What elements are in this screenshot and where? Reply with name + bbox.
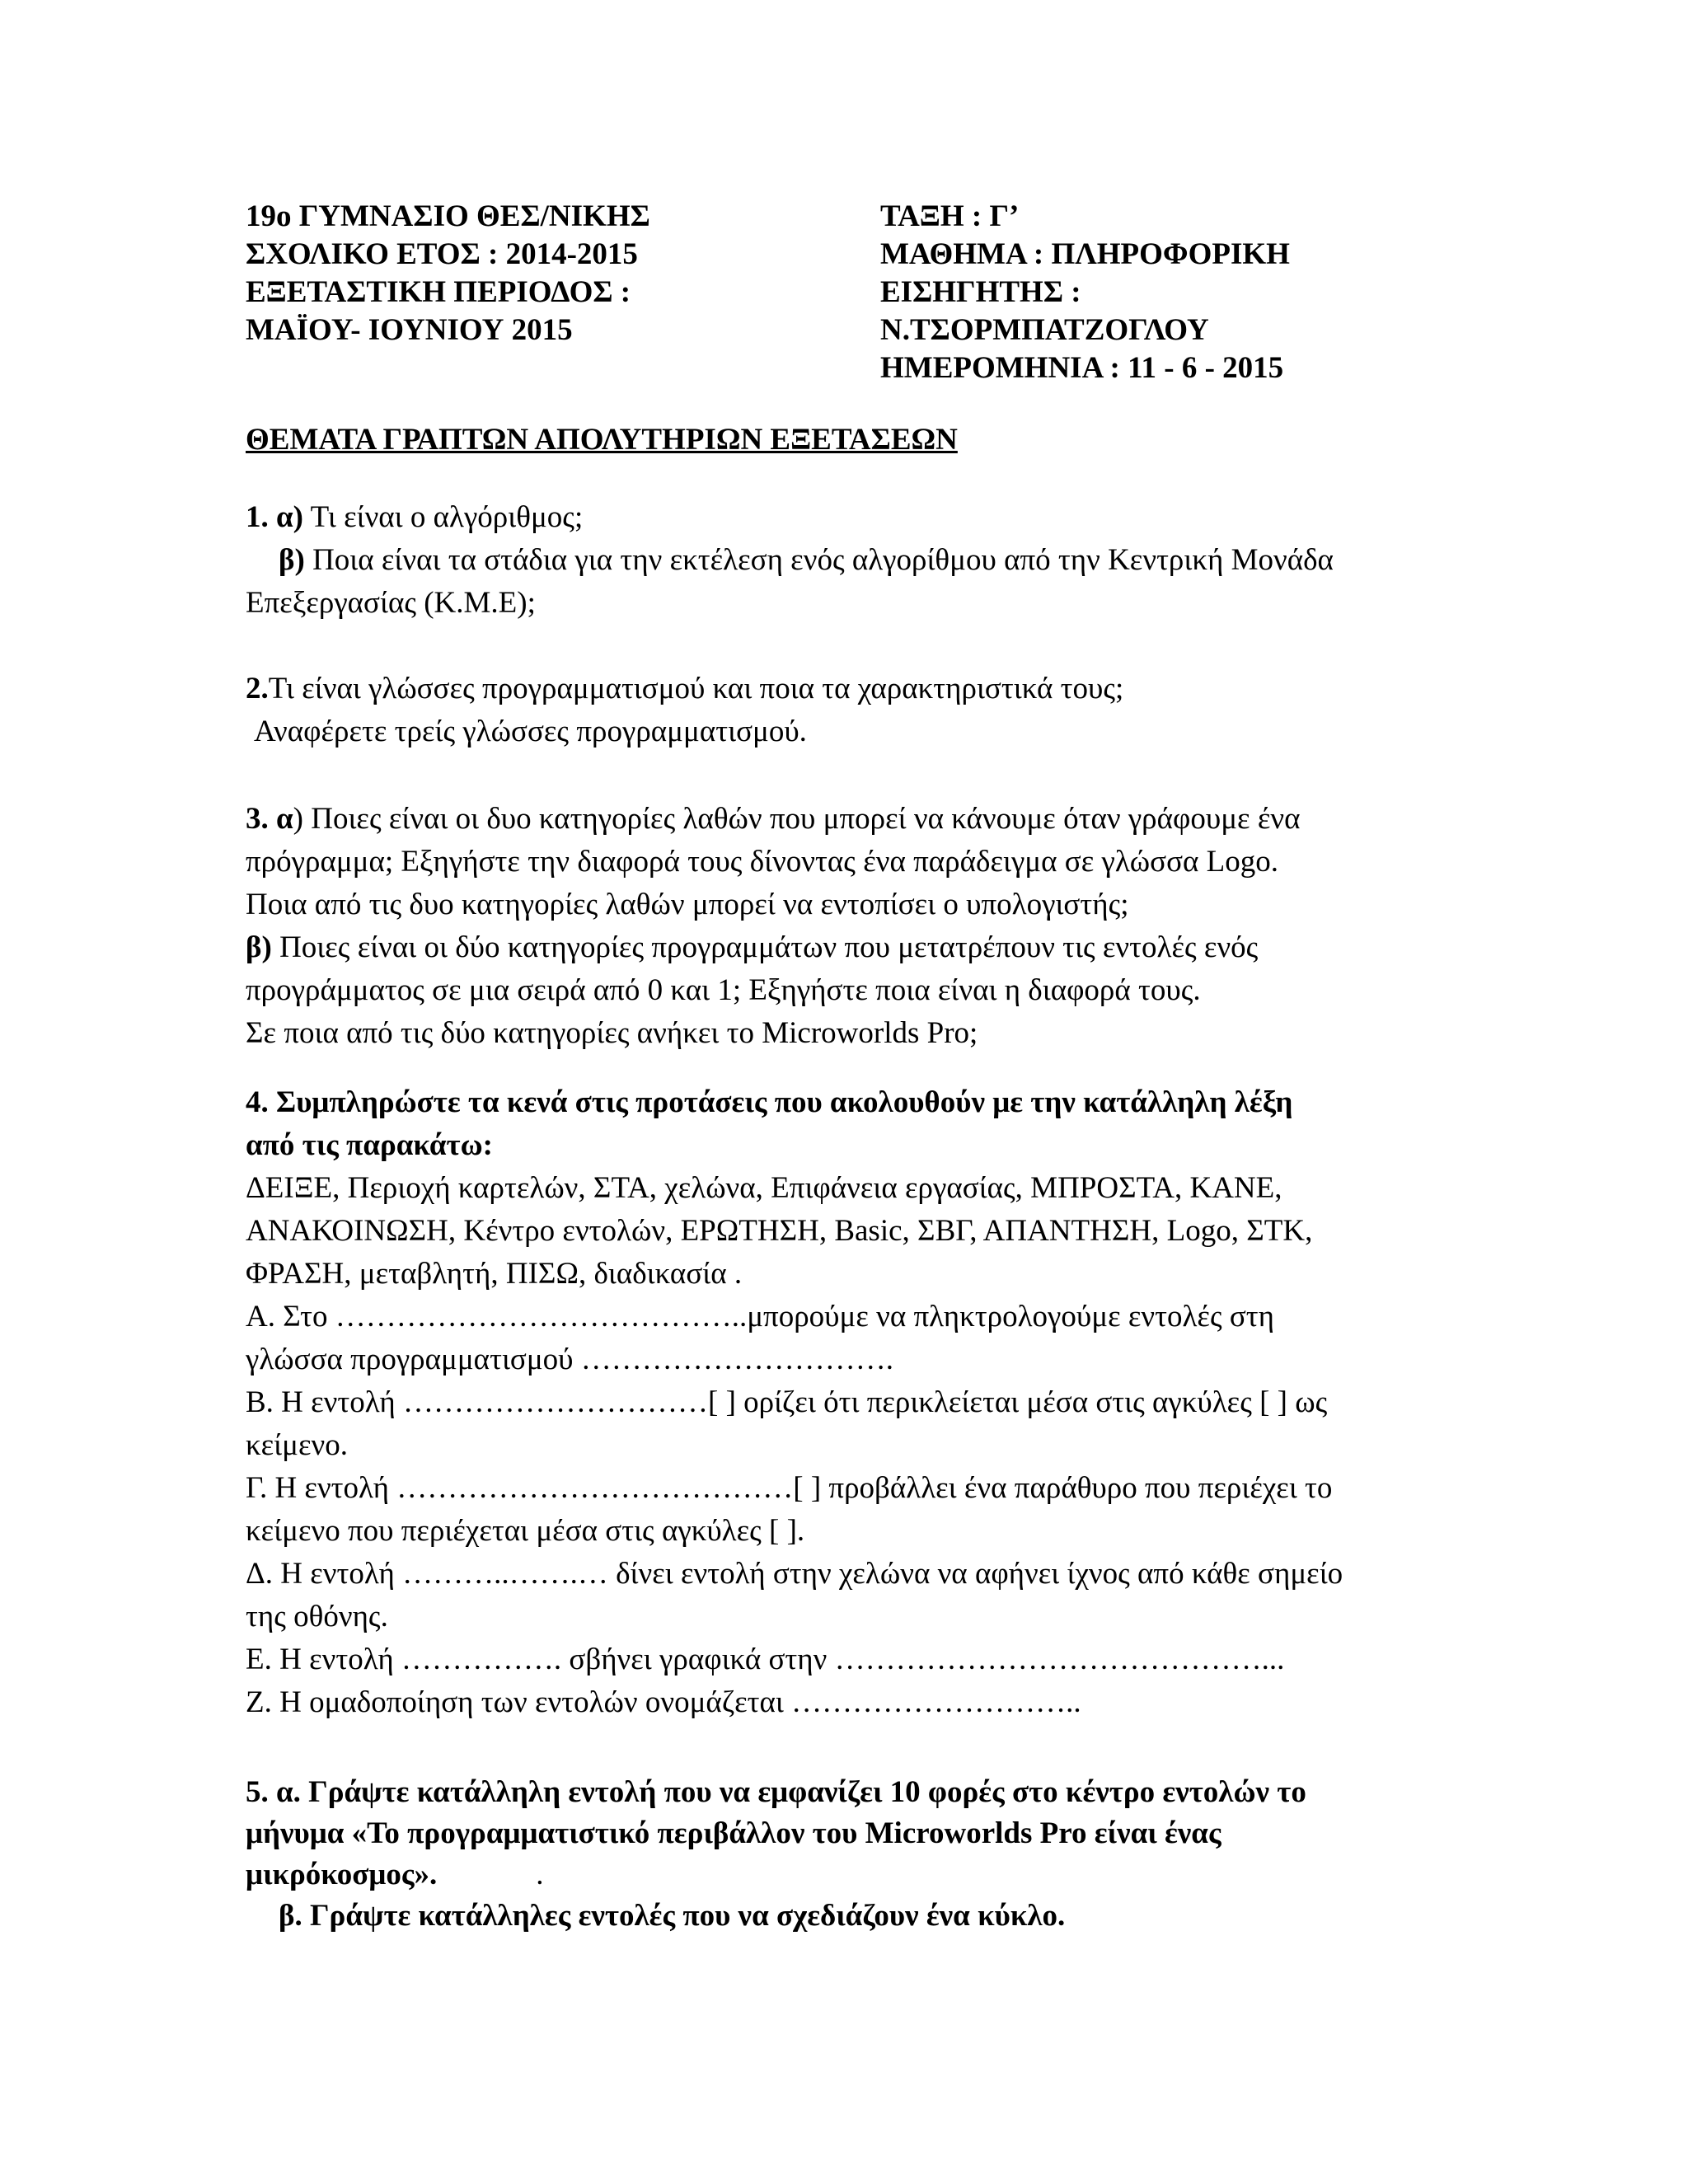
header-school-info <box>246 198 650 349</box>
question-3 <box>246 798 1432 1055</box>
question-5-b: β. Γράψτε κατάλληλες εντολές που να σχεδιάζουν ένα κύκλο. <box>279 1899 1066 1933</box>
fill-blank-line: κείμενο. <box>246 1428 348 1462</box>
question-4-heading-line-2: από τις παρακάτω: <box>246 1128 493 1162</box>
question-2-line-1 <box>246 668 1432 710</box>
exam-date: ΗΜΕΡΟΜΗΝΙΑ : 11 - 6 - 2015 <box>880 351 1284 385</box>
instructor-label: ΕΙΣΗΓΗΤΗΣ : <box>880 275 1081 309</box>
word-bank-line-2: ΑΝΑΚΟΙΝΩΣΗ, Κέντρο εντολών, ΕΡΩΤΗΣΗ, Basic, ΣΒΓ, ΑΠΑΝΤΗΣΗ, Logo, ΣΤΚ, <box>246 1214 1313 1248</box>
exam-period-value: ΜΑΪΟΥ- ΙΟΥΝΙΟΥ 2015 <box>246 313 573 347</box>
question-5 <box>246 1772 1432 1937</box>
course-subject: ΜΑΘΗΜΑ : ΠΛΗΡΟΦΟΡΙΚΗ <box>880 237 1290 271</box>
page-title: ΘΕΜΑΤΑ ΓΡΑΠΤΩΝ ΑΠΟΛΥΤΗΡΙΩΝ ΕΞΕΤΑΣΕΩΝ <box>246 423 958 457</box>
stray-dot: . <box>536 1858 544 1891</box>
question-text: μικρόκοσμος». <box>246 1858 438 1891</box>
question-1 <box>246 496 1432 625</box>
fill-blank-line: Δ. Η εντολή ………..…….… δίνει εντολή στην χελώνα να αφήνει ίχνος από κάθε σημείο <box>246 1557 1343 1591</box>
word-bank-line-1: ΔΕΙΞΕ, Περιοχή καρτελών, ΣΤΑ, χελώνα, Επιφάνεια εργασίας, ΜΠΡΟΣΤΑ, ΚΑΝΕ, <box>246 1171 1282 1205</box>
part-label: α) <box>276 500 303 534</box>
question-3-a-line-2: πρόγραμμα; Εξηγήστε την διαφορά τους δίνοντας ένα παράδειγμα σε γλώσσα Logo. <box>246 845 1279 879</box>
question-4-heading-line-1: 4. Συμπληρώστε τα κενά στις προτάσεις που ακολουθούν με την κατάλληλη λέξη <box>246 1085 1293 1119</box>
question-5-a-line-3 <box>246 1854 1432 1896</box>
question-2 <box>246 668 1432 753</box>
fill-blank-line: Β. Η εντολή …………………………[ ] ορίζει ότι περικλείεται μέσα στις αγκύλες [ ] ως <box>246 1385 1328 1419</box>
part-label: β) <box>246 930 272 964</box>
question-1-b <box>246 539 1432 582</box>
fill-blank-line: γλώσσα προγραμματισμού …………………………. <box>246 1343 893 1376</box>
school-year: ΣΧΟΛΙΚΟ ΕΤΟΣ : 2014-2015 <box>246 237 638 271</box>
school-name: 19ο ΓΥΜΝΑΣΙΟ ΘΕΣ/ΝΙΚΗΣ <box>246 199 650 233</box>
fill-blank-line: κείμενο που περιέχεται μέσα στις αγκύλες [ ]. <box>246 1514 805 1548</box>
word-bank-line-3: ΦΡΑΣΗ, μεταβλητή, ΠΙΣΩ, διαδικασία . <box>246 1257 743 1291</box>
question-text: Ποια είναι τα στάδια για την εκτέλεση ενός αλγορίθμου από την Κεντρική Μονάδα <box>304 543 1334 577</box>
part-label: α <box>276 802 293 836</box>
fill-blank-line: της οθόνης. <box>246 1600 388 1633</box>
question-5-a-line-2: μήνυμα «Το προγραμματιστικό περιβάλλον του Microworlds Pro είναι ένας <box>246 1816 1221 1850</box>
fill-blank-line: Γ. Η εντολή …………………………………[ ] προβάλλει ένα παράθυρο που περιέχει το <box>246 1471 1333 1505</box>
class-grade: ΤΑΞΗ : Γ’ <box>880 199 1020 233</box>
fill-blank-line: Ζ. Η ομαδοποίηση των εντολών ονομάζεται ……………………….. <box>246 1685 1081 1719</box>
fill-blank-line: Ε. Η εντολή ……………. σβήνει γραφικά στην ……………………………………... <box>246 1643 1285 1676</box>
fill-blank-line: Α. Στο …………………………………..μπορούμε να πληκτρολογούμε εντολές στη <box>246 1300 1275 1333</box>
question-text: Τι είναι ο αλγόριθμος; <box>302 500 584 534</box>
question-3-a-line-3: Ποια από τις δυο κατηγορίες λαθών μπορεί να εντοπίσει ο υπολογιστής; <box>246 888 1129 921</box>
question-1-a <box>246 496 1432 539</box>
question-3-a-line-1 <box>246 798 1432 841</box>
part-label: β) <box>279 543 305 577</box>
question-5-a-line-1: 5. α. Γράψτε κατάλληλη εντολή που να εμφανίζει 10 φορές στο κέντρο εντολών το <box>246 1775 1306 1809</box>
question-text: Τι είναι γλώσσες προγραμματισμού και ποια τα χαρακτηριστικά τους; <box>268 672 1124 705</box>
question-number: 3. <box>246 802 269 836</box>
question-3-b-line-2: προγράμματος σε μια σειρά από 0 και 1; Εξηγήστε ποια είναι η διαφορά τους. <box>246 973 1201 1007</box>
question-2-line-2: Αναφέρετε τρείς γλώσσες προγραμματισμού. <box>254 715 807 748</box>
instructor-name: Ν.ΤΣΟΡΜΠΑΤΖΟΓΛΟΥ <box>880 313 1209 347</box>
question-text-continued: Επεξεργασίας (Κ.Μ.Ε); <box>246 586 536 620</box>
question-4 <box>246 1081 1432 1724</box>
exam-period-label: ΕΞΕΤΑΣΤΙΚΗ ΠΕΡΙΟΔΟΣ : <box>246 275 631 309</box>
question-number: 1. <box>246 500 269 534</box>
question-text: ) Ποιες είναι οι δυο κατηγορίες λαθών που μπορεί να κάνουμε όταν γράφουμε ένα <box>293 802 1301 836</box>
header-course-info <box>880 198 1290 387</box>
question-number: 2. <box>246 672 269 705</box>
question-3-b-line-3: Σε ποια από τις δύο κατηγορίες ανήκει το Microworlds Pro; <box>246 1016 978 1050</box>
question-3-b-line-1 <box>246 926 1432 969</box>
question-text: Ποιες είναι οι δύο κατηγορίες προγραμμάτων που μετατρέπουν τις εντολές ενός <box>271 930 1259 964</box>
